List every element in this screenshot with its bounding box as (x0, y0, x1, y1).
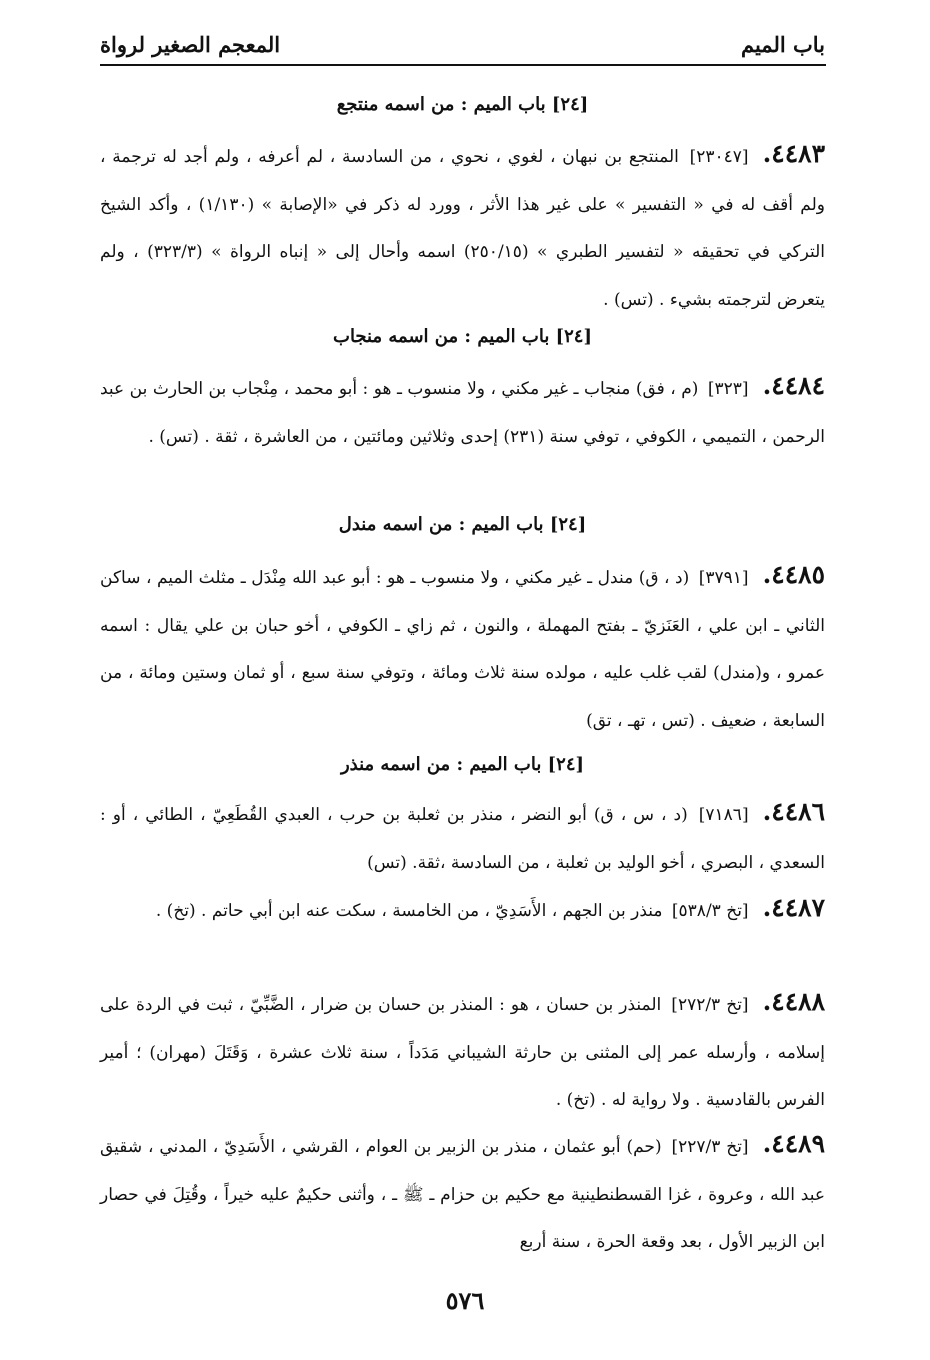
entry-4483 (100, 130, 825, 324)
entry-text: المنذر بن حسان ، هو : المنذر بن حسان بن ضرار ، الضَّبِّيّ ، ثبت في الردة على إسلامه ، وأرسله عمر إلى المثنى بن حارثة الشيباني مَدَداً ، سنة ثلاث عشرة ، وَقَتَلَ (مهران) ؛ أمير الفرس بالقادسية . ولا رواية له . (تخ) . (100, 995, 825, 1110)
entry-number: ٤٤٨٧. (762, 893, 825, 922)
entry-reference: [تخ ٢٢٧/٣] (671, 1137, 749, 1157)
entry-text: (د ، س ، ق) أبو النضر ، منذر بن ثعلبة بن حرب ، العبدي القُطَعِيّ ، الطائي ، أو : السعدي ، البصري ، أخو الوليد بن ثعلبة ، من السادسة ،ثقة. (تس) (100, 805, 825, 873)
entry-reference: [٣٢٣] (707, 379, 749, 399)
section-heading: [٢٤] باب الميم : من اسمه منتجع (336, 94, 589, 115)
entry-4489 (100, 1120, 825, 1267)
header-rule (100, 64, 826, 66)
entry-4487 (100, 884, 825, 936)
running-head (100, 28, 825, 64)
entry-4488 (100, 978, 825, 1125)
entry-number: ٤٤٨٩. (762, 1129, 825, 1158)
entry-number: ٤٤٨٨. (762, 987, 826, 1016)
entry-4485 (100, 551, 825, 745)
entry-reference: [٣٧٩١] (698, 568, 749, 588)
entry-reference: [٢٣٠٤٧] (689, 147, 749, 167)
entry-text: (م ، فق) منجاب ـ غير مكني ، ولا منسوب ـ هو : أبو محمد ، مِنْجاب بن الحارث بن عبد الرحمن ، التميمي ، الكوفي ، توفي سنة (٢٣١) إحدى وثلاثين ومائتين ، من العاشرة ، ثقة . (تس) . (100, 379, 825, 447)
entry-reference: [تخ ٥٣٨/٣] (671, 901, 749, 921)
page-number: ٥٧٦ (445, 1286, 485, 1315)
entry-number: ٤٤٨٦. (762, 797, 826, 826)
entry-text: (حم) أبو عثمان ، منذر بن الزبير بن العوام ، القرشي ، الأَسَدِيّ ، المدني ، شقيق عبد الله ، وعروة ، غزا القسطنطينية مع حكيم بن حزام ـ ﷺ ـ ، وأثنى حكيمٌ عليه خيراً ، وقُتِلَ في حصار ابن الزبير الأول ، بعد وقعة الحرة ، سنة أربع (100, 1137, 825, 1252)
section-heading: [٢٤] باب الميم : من اسمه مندل (338, 514, 587, 535)
entry-number: ٤٤٨٥. (762, 560, 825, 589)
entry-text: منذر بن الجهم ، الأَسَدِيّ ، من الخامسة ، سكت عنه ابن أبي حاتم . (تخ) . (155, 901, 663, 921)
entry-text: المنتجع بن نبهان ، لغوي ، نحوي ، من السادسة ، لم أعرفه ، ولم أجد له ترجمة ، ولم أقف له في « التفسير » على غير هذا الأثر ، وورد له ذكر في «الإصابة » (١/١٣٠) ، وأكد الشيخ التركي في تحقيقه « لتفسير الطبري » (٢٥٠/١٥) اسمه وأحال إلى « إنباه الرواة » (٣٢٣/٣) ، ولم يتعرض لترجمته بشيء . (تس) . (100, 147, 826, 310)
entry-text: (د ، ق) مندل ـ غير مكني ، ولا منسوب ـ هو : أبو عبد الله مِنْدَل ـ مثلث الميم ، ساكن الثاني ـ ابن علي ، العَنَزيّ ـ بفتح المهملة ، والنون ، ثم زاي ـ الكوفي ، أخو حبان بن علي يقال : اسمه عمرو ، و(مندل) لقب غلب عليه ، مولده سنة ثلاث ومائة ، وتوفي سنة سبع ، أو ثمان وستين ومائة ، من السابعة ، ضعيف . (تس ، تهـ ، تق) (100, 568, 825, 731)
entry-reference: [تخ ٢٧٢/٣] (671, 995, 749, 1015)
running-head-chapter: باب الميم (740, 32, 825, 57)
entry-number: ٤٤٨٤. (762, 371, 825, 400)
section-heading: [٢٤] باب الميم : من اسمه منذر (340, 754, 585, 775)
entry-4484 (100, 362, 825, 461)
entry-reference: [٧١٨٦] (698, 805, 749, 825)
entry-4486 (100, 788, 825, 887)
running-head-book-title: المعجم الصغير لرواة (100, 32, 281, 57)
entry-number: ٤٤٨٣. (762, 139, 825, 168)
section-heading: [٢٤] باب الميم : من اسمه منجاب (333, 326, 592, 347)
